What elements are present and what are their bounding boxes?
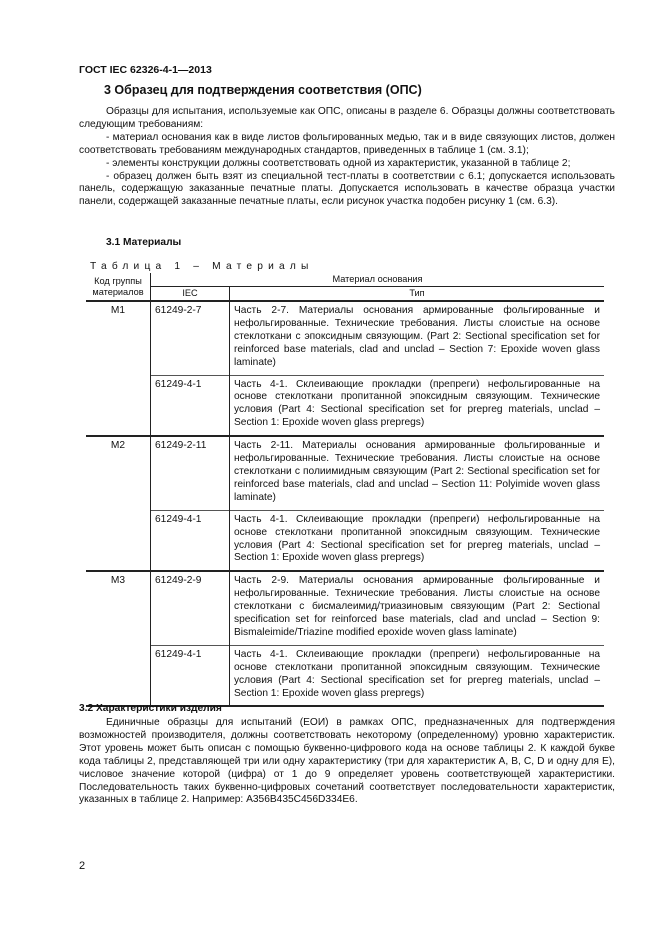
group-cell: M1	[86, 301, 151, 375]
subsection-title-characteristics: 3.2 Характеристики изделия	[79, 703, 222, 714]
col-header-base-material: Материал основания	[151, 273, 605, 287]
table-row	[86, 645, 604, 706]
group-cell	[86, 375, 151, 436]
type-cell: Часть 4-1. Склеивающие прокладки (препреги) нефольгированные на основе стеклоткани пропитанной эпоксидным связующим. Технические условия (Part 4: Sectional specification set for prepreg materials, unclad – Section 1: Epoxide woven glass prepregs)	[230, 510, 605, 571]
iec-cell: 61249-2-7	[151, 301, 230, 375]
document-header: ГОСТ IEC 62326-4-1—2013	[79, 64, 212, 76]
type-cell: Часть 4-1. Склеивающие прокладки (препреги) нефольгированные на основе стеклоткани пропитанной эпоксидным связующим. Технические условия (Part 4: Sectional specification set for prepreg materials, unclad – Section 1: Epoxide woven glass prepregs)	[230, 645, 605, 706]
table-row	[86, 301, 604, 375]
table-row	[86, 510, 604, 571]
type-cell: Часть 2-11. Материалы основания армированные фольгированные и нефольгированные. Технические требования. Листы слоистые на основе стеклоткани с полиимидным связующим (Part 2: Sectional specification set for reinforced base materials, clad and unclad – Section 11: Polyimide woven glass laminate)	[230, 436, 605, 510]
iec-cell: 61249-4-1	[151, 645, 230, 706]
table-caption: Таблица 1 – Материалы	[90, 261, 314, 272]
paragraph: Образцы для испытания, используемые как ОПС, описаны в разделе 6. Образцы должны соответствовать следующим требованиям:	[79, 106, 615, 130]
characteristics-body	[79, 717, 615, 807]
table-row	[86, 571, 604, 645]
iec-cell: 61249-4-1	[151, 510, 230, 571]
group-cell	[86, 645, 151, 706]
section-title: 3 Образец для подтверждения соответствия (ОПС)	[104, 83, 422, 97]
type-cell: Часть 2-7. Материалы основания армированные фольгированные и нефольгированные. Технические требования. Листы слоистые на основе стеклоткани с эпоксидным связующим. (Part 2: Sectional specification set for reinforced base materials, clad and unclad – Section 7: Epoxide woven glass laminate)	[230, 301, 605, 375]
type-cell: Часть 2-9. Материалы основания армированные фольгированные и нефольгированные. Технические требования. Листы слоистые на основе стеклоткани с бисмалеимид/триазиновым связующим (Part 2: Sectional specification set for reinforced base materials, clad and unclad – Section 9: Bismaleimide/Triazine modified epoxide woven glass laminate)	[230, 571, 605, 645]
paragraph: - материал основания как в виде листов фольгированных медью, так и в виде связующих листов, должен соответствовать требованиям международных стандартов, приведенных в таблице 1 (см. 3.1);	[79, 131, 615, 156]
iec-cell: 61249-4-1	[151, 375, 230, 436]
col-header-group-code: Код группы материалов	[86, 273, 151, 301]
materials-table	[86, 273, 604, 707]
paragraph: Единичные образцы для испытаний (ЕОИ) в рамках ОПС, предназначенных для подтверждения возможностей производителя, должны соответствовать некоторому (определенному) уровню характеристик. Этот уровень может быть описан с помощью буквенно-цифрового кода на основе таблицы 2. К каждой букве кода таблицы 2, представляющей три или одну характеристику (три для характеристик A, B, C, D и одну для E), числовое значение которой (цифра) от 1 до 9 определяет уровень соответствующей характеристики. Последовательность таких буквенно-цифровых сочетаний соответствует последовательности характеристик, указанных в таблице 2. Например: A356B435C456D334E6.	[79, 717, 615, 806]
group-cell: M3	[86, 571, 151, 645]
group-cell	[86, 510, 151, 571]
type-cell: Часть 4-1. Склеивающие прокладки (препреги) нефольгированные на основе стеклоткани пропитанной эпоксидным связующим. Технические условия (Part 4: Sectional specification set for prepreg materials, unclad – Section 1: Epoxide woven glass prepregs)	[230, 375, 605, 436]
iec-cell: 61249-2-11	[151, 436, 230, 510]
section-body	[79, 106, 615, 209]
subsection-title-materials: 3.1 Материалы	[106, 237, 182, 248]
paragraph: - образец должен быть взят из специальной тест-платы в соответствии с 6.1; допускается использовать панель, содержащую заказанные печатные платы. Допускается использовать в качестве образца участки панели, содержащей заказанные печатные платы, если рисунок участка подобен рисунку 1 (см. 6.3).	[79, 170, 615, 208]
table-row	[86, 375, 604, 436]
paragraph: - элементы конструкции должны соответствовать одной из характеристик, указанной в таблице 2;	[106, 157, 571, 169]
page-number: 2	[79, 860, 86, 872]
iec-cell: 61249-2-9	[151, 571, 230, 645]
table-row	[86, 436, 604, 510]
col-header-iec: IEC	[151, 287, 230, 302]
group-cell: M2	[86, 436, 151, 510]
col-header-type: Тип	[230, 287, 605, 302]
